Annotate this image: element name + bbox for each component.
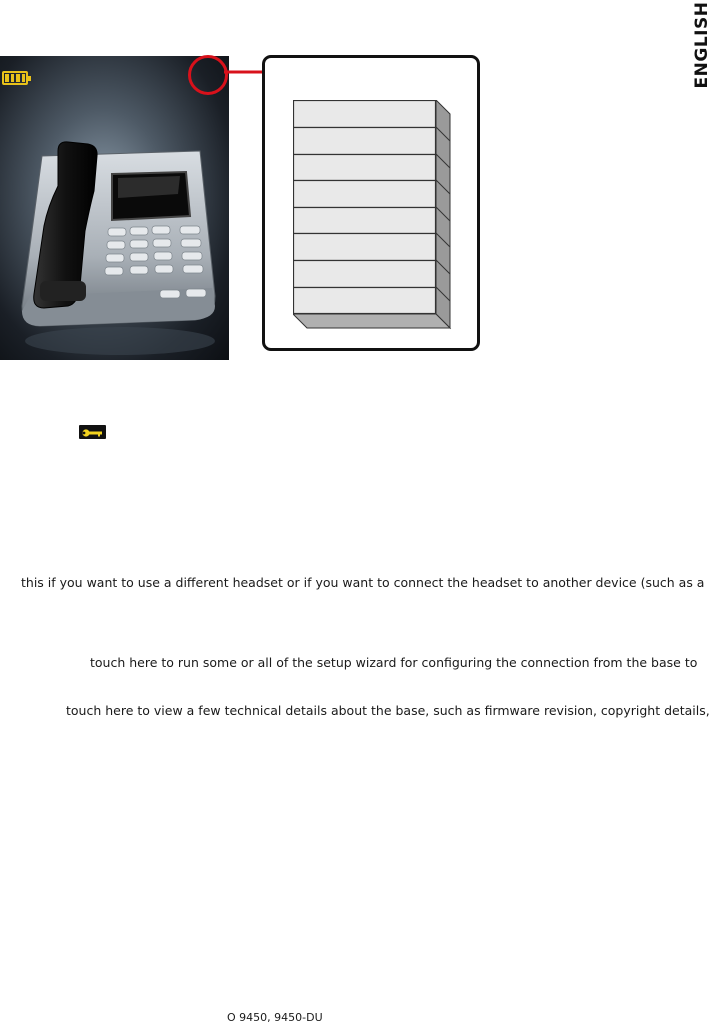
footer-model: O 9450, 9450-DU (227, 1011, 323, 1024)
menu-item (294, 101, 436, 128)
about-text: touch here to view a few technical details about the base, such as firmware revision, copyright details, (66, 703, 710, 718)
language-tab (688, 0, 715, 90)
desk-phone-icon (0, 56, 229, 360)
base-screen-illustration (0, 56, 229, 360)
menu-item (294, 261, 436, 288)
settings-menu-list (293, 100, 453, 332)
language-label: ENGLISH (691, 1, 712, 89)
menu-item (294, 234, 436, 261)
menu-item (294, 208, 436, 234)
menu-item (294, 128, 436, 155)
menu-item (294, 155, 436, 181)
menu-item (294, 181, 436, 208)
menu-item (294, 288, 436, 314)
headset-note-text: this if you want to use a different headset or if you want to connect the headset to another device (such as a (21, 575, 705, 590)
setup-wizard-text: touch here to run some or all of the setup wizard for configuring the connection from the base to (90, 655, 698, 670)
wrench-icon (79, 425, 106, 439)
callout-circle (188, 55, 228, 95)
